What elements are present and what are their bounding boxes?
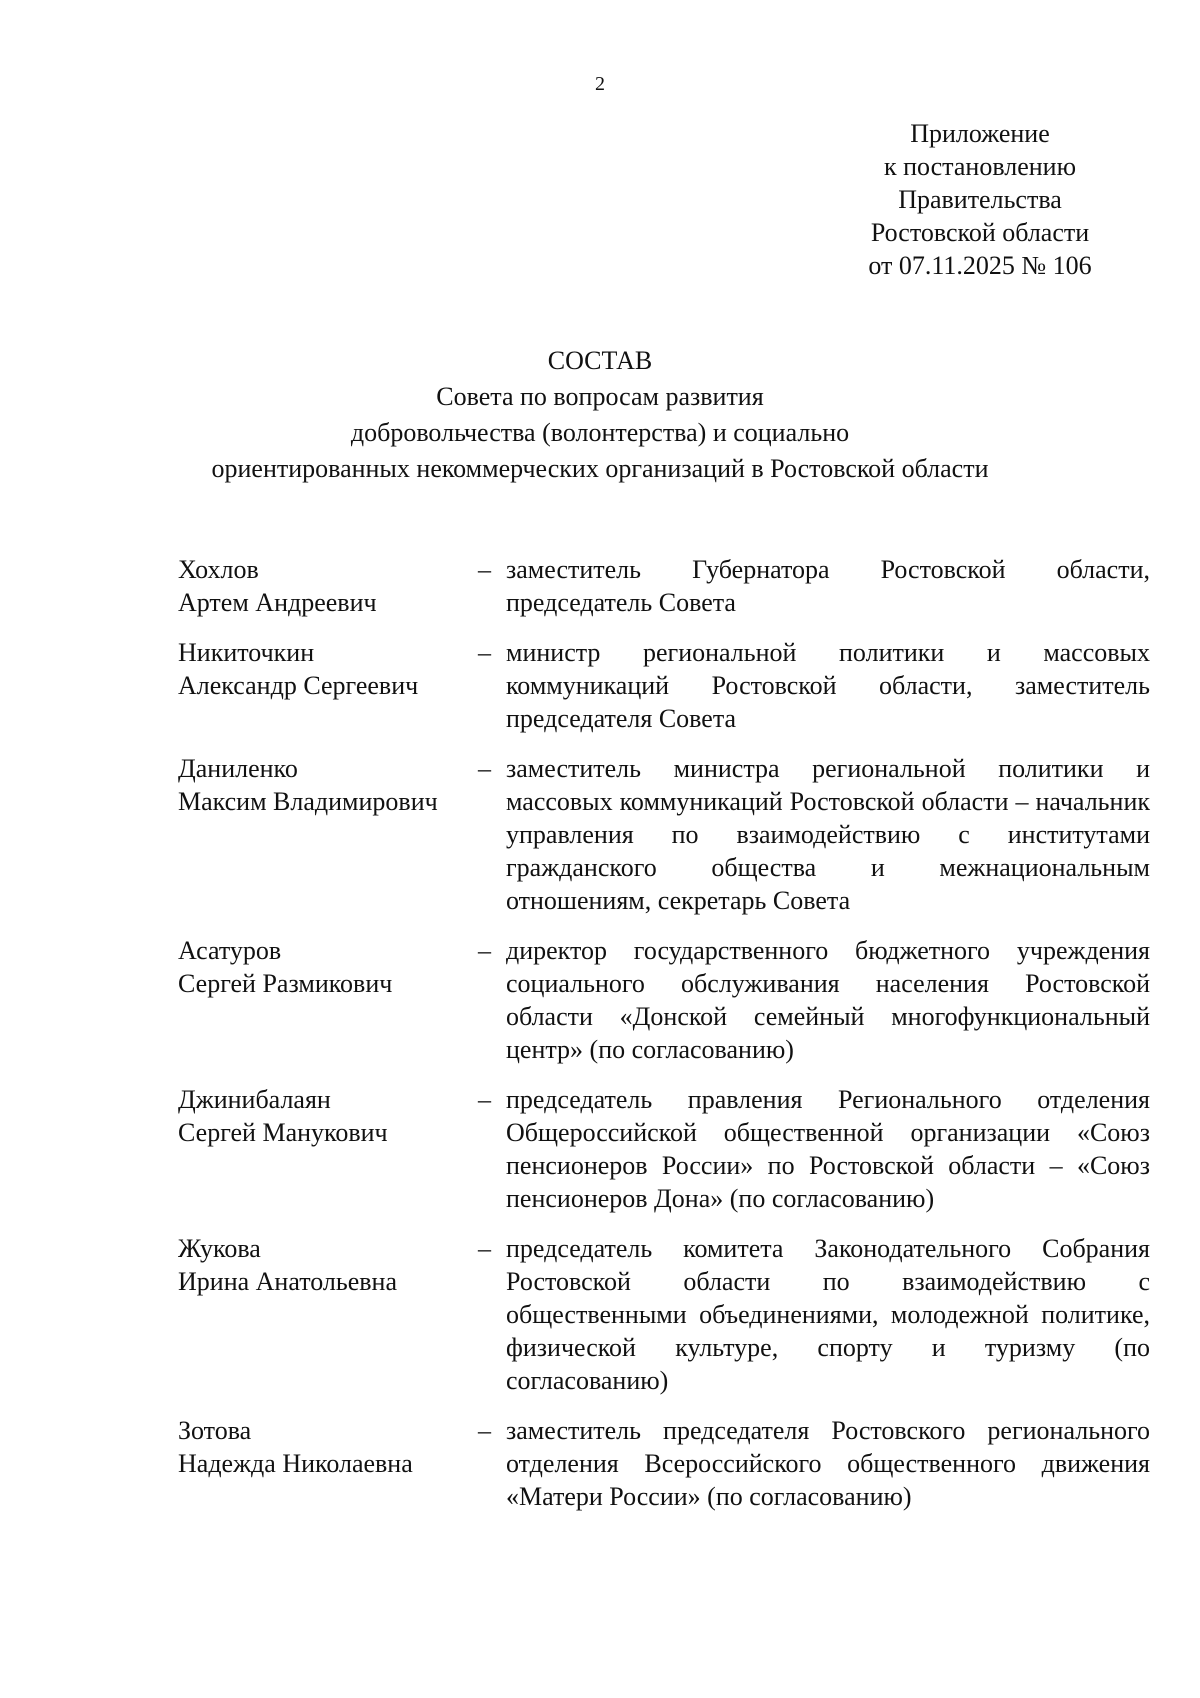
- member-given-name: Ирина Анатольевна: [178, 1267, 397, 1296]
- member-role: председатель правления Регионального отделения Общероссийской общественной организации «Союз пенсионеров России» по Ростовской области – «Союз пенсионеров Дона» (по согласованию): [506, 1085, 1150, 1213]
- member-role: заместитель министра региональной политики и массовых коммуникаций Ростовской области – начальник управления по взаимодействию с институтами гражданского общества и межнациональным отношениям, секретарь Совета: [506, 754, 1150, 915]
- member-dash: –: [478, 1085, 491, 1114]
- member-given-name: Сергей Размикович: [178, 969, 393, 998]
- member-entry: [178, 1083, 1150, 1215]
- member-name: [178, 553, 478, 619]
- member-entry: [178, 1414, 1150, 1513]
- members-list: [178, 553, 1150, 1530]
- member-surname: Жукова: [178, 1234, 261, 1263]
- member-dash: –: [478, 555, 491, 584]
- member-name: [178, 636, 478, 735]
- title-line: добровольчества (волонтерства) и социально: [350, 418, 850, 447]
- appendix-line: Правительства: [898, 185, 1062, 214]
- member-role: заместитель Губернатора Ростовской области, председатель Совета: [506, 555, 1150, 617]
- document-title: [0, 343, 1200, 487]
- appendix-line: от 07.11.2025 № 106: [868, 251, 1092, 280]
- member-surname: Джинибалаян: [178, 1085, 331, 1114]
- member-dash: –: [478, 936, 491, 965]
- page-number: 2: [595, 73, 605, 95]
- member-surname: Хохлов: [178, 555, 259, 584]
- member-role: заместитель председателя Ростовского регионального отделения Всероссийского общественного движения «Матери России» (по согласованию): [506, 1416, 1150, 1511]
- member-given-name: Надежда Николаевна: [178, 1449, 413, 1478]
- member-dash: –: [478, 754, 491, 783]
- member-surname: Асатуров: [178, 936, 282, 965]
- member-dash: –: [478, 1234, 491, 1263]
- member-name: [178, 934, 478, 1066]
- member-dash: –: [478, 638, 491, 667]
- member-entry: [178, 553, 1150, 619]
- member-role: председатель комитета Законодательного Собрания Ростовской области по взаимодействию с общественными объединениями, молодежной политике, физической культуре, спорту и туризму (по согласованию): [506, 1234, 1150, 1395]
- member-surname: Даниленко: [178, 754, 298, 783]
- member-surname: Никиточкин: [178, 638, 315, 667]
- appendix-line: Приложение: [910, 119, 1050, 148]
- member-name: [178, 1414, 478, 1513]
- member-role: директор государственного бюджетного учреждения социального обслуживания населения Ростовской области «Донской семейный многофункциональный центр» (по согласованию): [506, 936, 1150, 1064]
- member-surname: Зотова: [178, 1416, 252, 1445]
- appendix-block: [820, 117, 1140, 282]
- title-line: Совета по вопросам развития: [436, 382, 764, 411]
- member-entry: [178, 752, 1150, 917]
- appendix-line: к постановлению: [883, 152, 1077, 181]
- member-entry: [178, 1232, 1150, 1397]
- title-line: ориентированных некоммерческих организаций в Ростовской области: [211, 454, 989, 483]
- appendix-line: Ростовской области: [870, 218, 1090, 247]
- title-heading: СОСТАВ: [547, 346, 653, 375]
- member-entry: [178, 934, 1150, 1066]
- member-given-name: Сергей Манукович: [178, 1118, 388, 1147]
- member-given-name: Александр Сергеевич: [178, 671, 419, 700]
- member-name: [178, 1232, 478, 1397]
- member-entry: [178, 636, 1150, 735]
- member-name: [178, 1083, 478, 1215]
- member-dash: –: [478, 1416, 491, 1445]
- member-name: [178, 752, 478, 917]
- member-role: министр региональной политики и массовых коммуникаций Ростовской области, заместитель председателя Совета: [506, 638, 1150, 733]
- member-given-name: Артем Андреевич: [178, 588, 377, 617]
- member-given-name: Максим Владимирович: [178, 787, 438, 816]
